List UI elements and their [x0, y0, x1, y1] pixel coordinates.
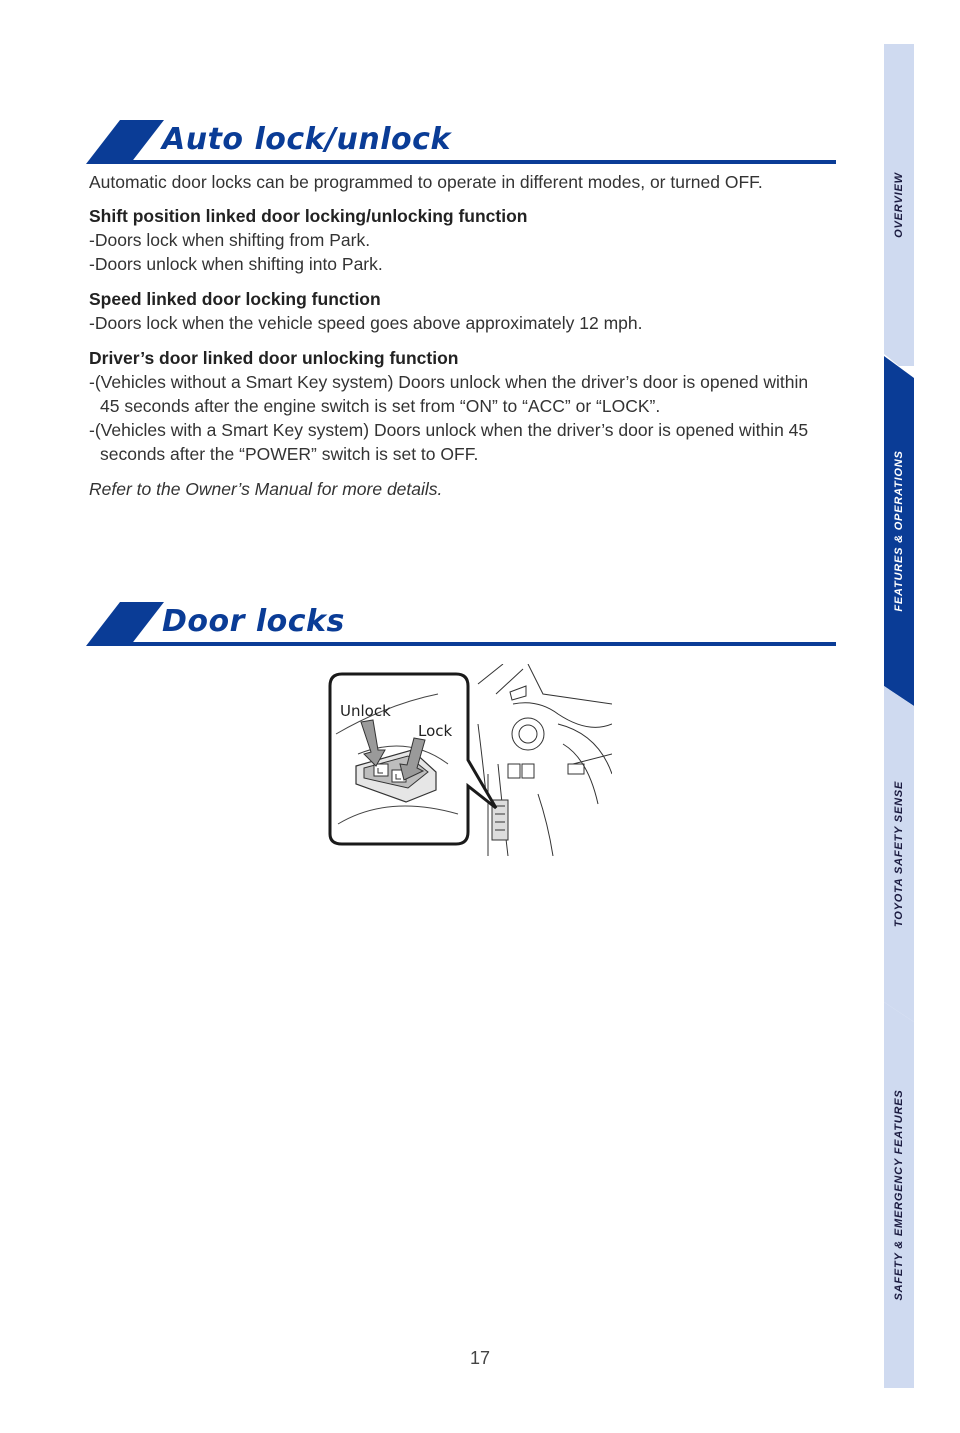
unlock-label: Unlock	[340, 702, 391, 720]
side-tab-label: SAFETY & EMERGENCY FEATURES	[893, 1089, 905, 1301]
side-tab-safety-emergency[interactable]	[884, 1002, 914, 1388]
subheading: Speed linked door locking function	[89, 289, 381, 309]
page-number: 17	[469, 1348, 491, 1368]
lock-label: Lock	[418, 722, 453, 740]
header-tab-shape	[86, 120, 164, 164]
section-header-door-locks	[86, 602, 836, 648]
bullet-item: -Doors lock when the vehicle speed goes above approximately 12 mph.	[89, 313, 643, 333]
bullet-item: -Doors unlock when shifting into Park.	[89, 254, 383, 274]
subheading: Driver’s door linked door unlocking function	[89, 348, 459, 368]
door-lock-illustration	[328, 664, 612, 856]
side-tab-overview[interactable]	[884, 44, 914, 366]
shift-position-group	[89, 204, 831, 276]
side-tab-label: TOYOTA SAFETY SENSE	[893, 780, 905, 928]
driver-door-group	[89, 346, 831, 466]
subheading: Shift position linked door locking/unlocking function	[89, 206, 528, 226]
header-rule	[130, 642, 836, 646]
reference-note: Refer to the Owner’s Manual for more details.	[89, 479, 443, 499]
side-tab-label: OVERVIEW	[893, 172, 905, 238]
section-title-auto-lock: Auto lock/unlock	[162, 122, 451, 157]
section-header-auto-lock	[86, 120, 836, 166]
bullet-item: -(Vehicles without a Smart Key system) Doors unlock when the driver’s door is opened within 45 seconds after the engine switch is set from “ON” to “ACC” or “LOCK”.	[89, 372, 809, 416]
bullet-item: -(Vehicles with a Smart Key system) Doors unlock when the driver’s door is opened within 45 seconds after the “POWER” switch is set to OFF.	[89, 420, 809, 464]
side-tab-label: FEATURES & OPERATIONS	[893, 450, 905, 612]
header-rule	[130, 160, 836, 164]
header-tab-shape	[86, 602, 164, 646]
side-tab-features[interactable]	[884, 356, 914, 706]
section-title-door-locks: Door locks	[162, 604, 345, 639]
auto-lock-content	[89, 170, 831, 501]
intro-paragraph: Automatic door locks can be programmed to operate in different modes, or turned OFF.	[89, 172, 763, 192]
bullet-item: -Doors lock when shifting from Park.	[89, 230, 371, 250]
side-nav	[884, 44, 914, 1388]
speed-linked-group	[89, 287, 831, 335]
door-lock-diagram	[328, 664, 612, 856]
side-tab-toyota-safety[interactable]	[884, 686, 914, 1022]
